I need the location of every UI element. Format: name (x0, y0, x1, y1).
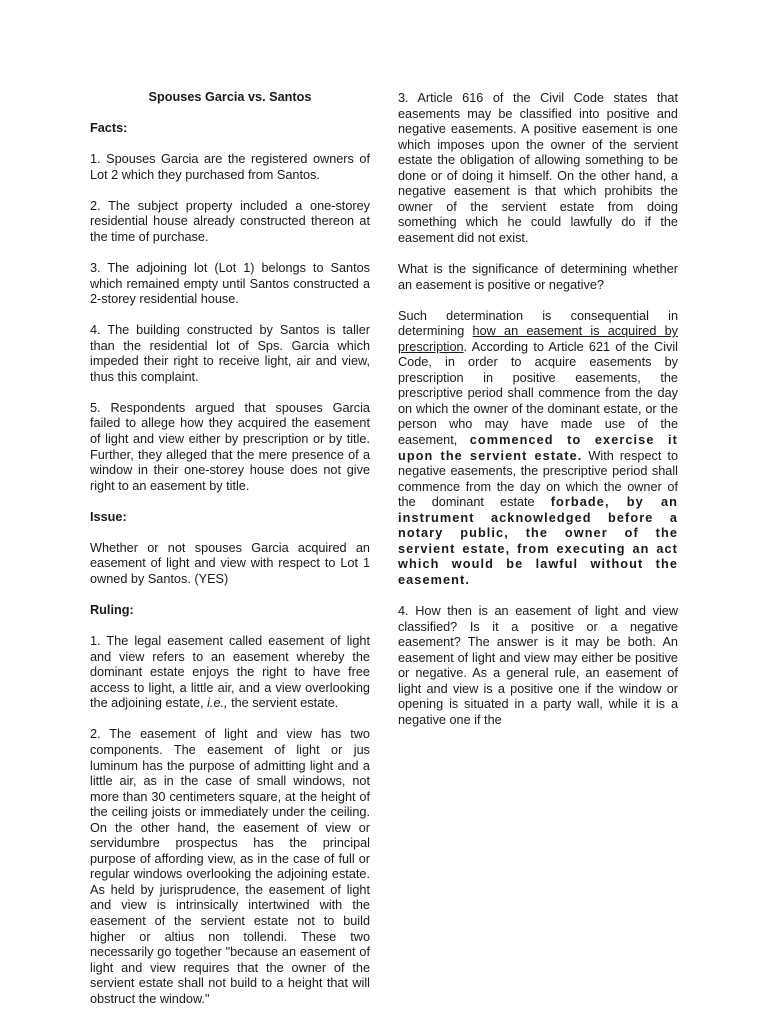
ruling-paragraph-3: 3. Article 616 of the Civil Code states that easements may be classified into positive and negative easements. A positive easement is one which imposes upon the owner of the servient estate the obligation of allowing something to be done or of doing it himself. On the other hand, a negative easement is that which prohibits the owner of the servient estate from doing something which he could lawfully do if the easement did not exist. (398, 91, 678, 245)
question-text: What is the significance of determining whether an easement is positive or negative? (398, 262, 678, 292)
issue-text: Whether or not spouses Garcia acquired an easement of light and view with respect to Lot 1 owned by Santos. (YES) (90, 540, 370, 586)
ruling-1-text-a: 1. The legal easement called easement of light and view refers to an easement whereby the dominant estate enjoys the right to have free access to light, a little air, and a view overlooking the adjoining estate, (90, 634, 370, 711)
fact-1: 1. Spouses Garcia are the registered owners of Lot 2 which they purchased from Santos. (90, 152, 370, 182)
answer-paragraph (398, 309, 678, 589)
ruling-1-ie: i.e., (207, 696, 228, 711)
left-column (90, 90, 370, 1023)
answer-underlined: how an easement is acquired by prescription (398, 324, 678, 354)
fact-2: 2. The subject property included a one-storey residential house already constructed thereon at the time of purchase. (90, 198, 370, 244)
answer-bold-1: commenced to exercise it upon the servient estate. (398, 433, 678, 463)
answer-text-a: Such determination is consequential in determining (398, 308, 678, 339)
ruling-paragraph-1 (90, 634, 370, 712)
answer-bold-2: forbade, by an instrument acknowledged before a notary public, the owner of the servient estate, from executing an act which would be lawful without the easement. (398, 495, 678, 587)
fact-3: 3. The adjoining lot (Lot 1) belongs to Santos which remained empty until Santos constructed a 2-storey residential house. (90, 261, 370, 307)
document-title: Spouses Garcia vs. Santos (148, 90, 312, 104)
facts-heading: Facts: (90, 121, 128, 136)
right-column (398, 91, 678, 744)
ruling-1-text-b: the servient estate. (227, 696, 339, 711)
fact-4: 4. The building constructed by Santos is taller than the residential lot of Sps. Garcia which impeded their right to receive light, air and view, thus this complaint. (90, 323, 370, 384)
ruling-heading: Ruling: (90, 603, 134, 618)
issue-heading: Issue: (90, 509, 127, 524)
answer-text-c: With respect to negative easements, the prescriptive period shall commence from the day on which the owner of the dominant estate (398, 448, 679, 510)
ruling-paragraph-4: 4. How then is an easement of light and view classified? Is it a positive or a negative easement? The answer is it may be both. An easement of light and view may either be positive or negative. As a general rule, an easement of light and view is a positive one if the window or opening is situated in a party wall, while it is a negative one if the (398, 604, 678, 727)
ruling-paragraph-2: 2. The easement of light and view has two components. The easement of light or jus luminum has the purpose of admitting light and a little air, as in the case of small windows, not more than 30 centimeters square, at the height of the ceiling joists or immediately under the ceiling. On the other hand, the easement of view or servidumbre prospectus has the principal purpose of affording view, as in the case of full or regular windows overlooking the adjoining estate. As held by jurisprudence, the easement of light and view is intrinsically intertwined with the easement of the servient estate not to build higher or altius non tollendi. These two necessarily go together "because an easement of light and view requires that the owner of the servient estate shall not build to a height that will obstruct the window." (90, 727, 370, 1006)
fact-5: 5. Respondents argued that spouses Garcia failed to allege how they acquired the easement of light and view either by prescription or by title. Further, they alleged that the mere presence of a window in their one-storey house does not give right to an easement by title. (90, 400, 370, 493)
answer-text-b: . According to Article 621 of the Civil Code, in order to acquire easements by prescription in positive easements, the prescriptive period shall commence from the day on which the owner of the dominant estate, or the person who may have made use of the easement, (398, 339, 678, 448)
